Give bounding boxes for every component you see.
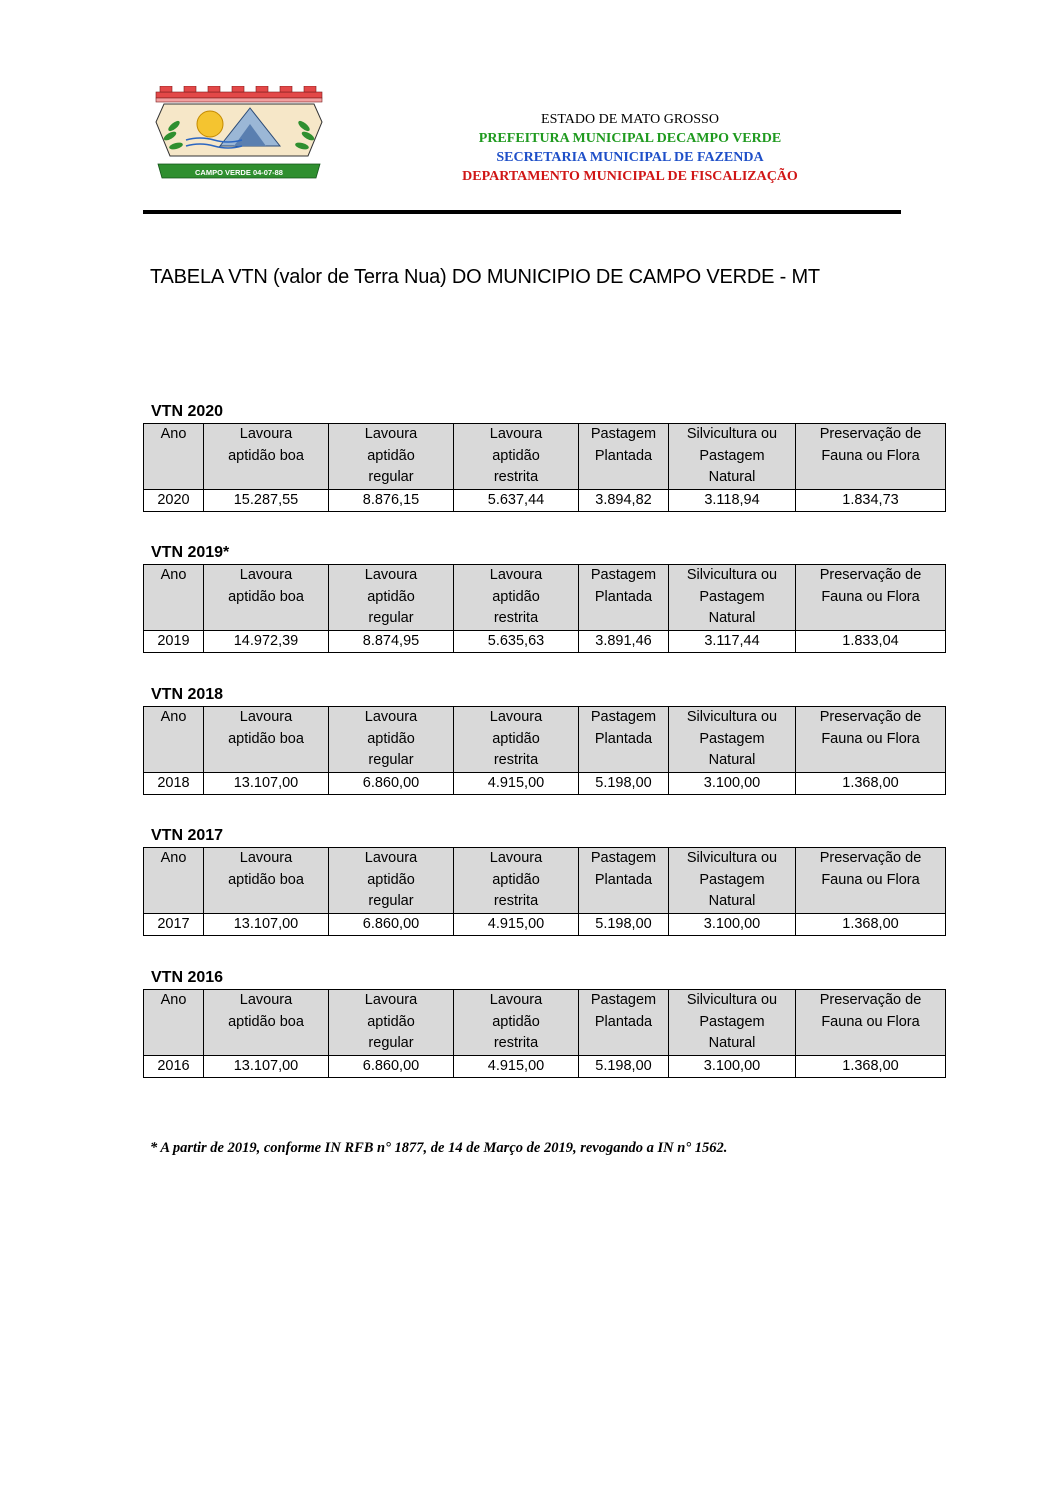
table-cell: 1.833,04 <box>796 630 946 652</box>
table-cell: 1.368,00 <box>796 913 946 935</box>
column-header: Lavoura aptidão boa <box>204 565 329 631</box>
vtn-section <box>143 826 945 936</box>
table-cell: 2016 <box>144 1055 204 1077</box>
table-cell: 5.637,44 <box>454 489 579 511</box>
vtn-table-title: VTN 2017 <box>151 827 224 844</box>
column-header: Pastagem Plantada <box>579 848 669 914</box>
table-header-row <box>144 565 946 631</box>
vtn-table <box>143 847 946 936</box>
column-header: Lavoura aptidão regular <box>329 565 454 631</box>
table-cell: 5.635,63 <box>454 630 579 652</box>
vtn-section <box>143 685 945 795</box>
column-header: Lavoura aptidão restrita <box>454 424 579 490</box>
vtn-table <box>143 564 946 653</box>
table-cell: 3.894,82 <box>579 489 669 511</box>
table-cell: 1.834,73 <box>796 489 946 511</box>
column-header: Lavoura aptidão regular <box>329 707 454 773</box>
column-header: Lavoura aptidão restrita <box>454 848 579 914</box>
vtn-table-title: VTN 2016 <box>151 969 224 986</box>
vtn-table <box>143 423 946 512</box>
column-header: Lavoura aptidão regular <box>329 424 454 490</box>
vtn-section <box>143 543 945 653</box>
campo-verde-coat-of-arms-logo <box>150 86 328 182</box>
table-cell: 6.860,00 <box>329 1055 454 1077</box>
table-cell: 13.107,00 <box>204 913 329 935</box>
vtn-table <box>143 706 946 795</box>
column-header: Lavoura aptidão boa <box>204 990 329 1056</box>
table-cell: 2017 <box>144 913 204 935</box>
table-cell: 3.100,00 <box>669 1055 796 1077</box>
column-header: Silvicultura ou Pastagem Natural <box>669 565 796 631</box>
column-header: Preservação de Fauna ou Flora <box>796 565 946 631</box>
column-header: Preservação de Fauna ou Flora <box>796 707 946 773</box>
table-row <box>144 1055 946 1077</box>
table-cell: 3.891,46 <box>579 630 669 652</box>
table-cell: 3.118,94 <box>669 489 796 511</box>
column-header: Lavoura aptidão restrita <box>454 990 579 1056</box>
table-cell: 2019 <box>144 630 204 652</box>
table-cell: 13.107,00 <box>204 772 329 794</box>
table-cell: 3.100,00 <box>669 913 796 935</box>
column-header: Silvicultura ou Pastagem Natural <box>669 848 796 914</box>
table-cell: 1.368,00 <box>796 1055 946 1077</box>
table-header-row <box>144 848 946 914</box>
table-cell: 8.874,95 <box>329 630 454 652</box>
column-header: Lavoura aptidão regular <box>329 848 454 914</box>
vtn-section <box>143 968 945 1078</box>
departamento-name: DEPARTAMENTO MUNICIPAL DE FISCALIZAÇÃO <box>462 169 798 184</box>
column-header: Silvicultura ou Pastagem Natural <box>669 424 796 490</box>
table-cell: 2020 <box>144 489 204 511</box>
vtn-table-title: VTN 2019* <box>151 544 230 561</box>
document-title: TABELA VTN (valor de Terra Nua) DO MUNICIPIO DE CAMPO VERDE - MT <box>150 266 820 288</box>
table-cell: 6.860,00 <box>329 772 454 794</box>
column-header: Lavoura aptidão restrita <box>454 707 579 773</box>
column-header: Ano <box>144 424 204 490</box>
letterhead <box>380 110 880 186</box>
table-cell: 2018 <box>144 772 204 794</box>
column-header: Ano <box>144 707 204 773</box>
table-header-row <box>144 990 946 1056</box>
prefeitura-name: PREFEITURA MUNICIPAL DECAMPO VERDE <box>478 131 782 146</box>
table-header-row <box>144 707 946 773</box>
column-header: Pastagem Plantada <box>579 990 669 1056</box>
table-cell: 15.287,55 <box>204 489 329 511</box>
vtn-table <box>143 989 946 1078</box>
column-header: Lavoura aptidão boa <box>204 707 329 773</box>
header-divider <box>143 210 901 214</box>
table-cell: 3.117,44 <box>669 630 796 652</box>
column-header: Ano <box>144 848 204 914</box>
table-cell: 3.100,00 <box>669 772 796 794</box>
table-row <box>144 630 946 652</box>
table-cell: 4.915,00 <box>454 913 579 935</box>
table-row <box>144 489 946 511</box>
column-header: Pastagem Plantada <box>579 707 669 773</box>
table-cell: 6.860,00 <box>329 913 454 935</box>
column-header: Pastagem Plantada <box>579 565 669 631</box>
column-header: Lavoura aptidão restrita <box>454 565 579 631</box>
secretaria-name: SECRETARIA MUNICIPAL DE FAZENDA <box>496 150 764 165</box>
table-row <box>144 772 946 794</box>
table-cell: 5.198,00 <box>579 913 669 935</box>
vtn-table-title: VTN 2020 <box>151 403 224 420</box>
column-header: Lavoura aptidão boa <box>204 848 329 914</box>
vtn-table-title: VTN 2018 <box>151 686 224 703</box>
table-header-row <box>144 424 946 490</box>
table-cell: 4.915,00 <box>454 1055 579 1077</box>
column-header: Lavoura aptidão boa <box>204 424 329 490</box>
column-header: Silvicultura ou Pastagem Natural <box>669 707 796 773</box>
column-header: Silvicultura ou Pastagem Natural <box>669 990 796 1056</box>
column-header: Preservação de Fauna ou Flora <box>796 848 946 914</box>
column-header: Preservação de Fauna ou Flora <box>796 990 946 1056</box>
svg-text:CAMPO VERDE 04-07-88: CAMPO VERDE 04-07-88 <box>195 168 283 177</box>
vtn-section <box>143 402 945 512</box>
table-cell: 5.198,00 <box>579 772 669 794</box>
table-row <box>144 913 946 935</box>
table-cell: 5.198,00 <box>579 1055 669 1077</box>
column-header: Lavoura aptidão regular <box>329 990 454 1056</box>
table-cell: 1.368,00 <box>796 772 946 794</box>
state-name: ESTADO DE MATO GROSSO <box>541 112 719 127</box>
footnote: * A partir de 2019, conforme IN RFB n° 1877, de 14 de Março de 2019, revogando a IN n° 1562. <box>150 1140 728 1156</box>
table-cell: 8.876,15 <box>329 489 454 511</box>
column-header: Ano <box>144 990 204 1056</box>
column-header: Ano <box>144 565 204 631</box>
column-header: Pastagem Plantada <box>579 424 669 490</box>
table-cell: 13.107,00 <box>204 1055 329 1077</box>
table-cell: 4.915,00 <box>454 772 579 794</box>
column-header: Preservação de Fauna ou Flora <box>796 424 946 490</box>
table-cell: 14.972,39 <box>204 630 329 652</box>
